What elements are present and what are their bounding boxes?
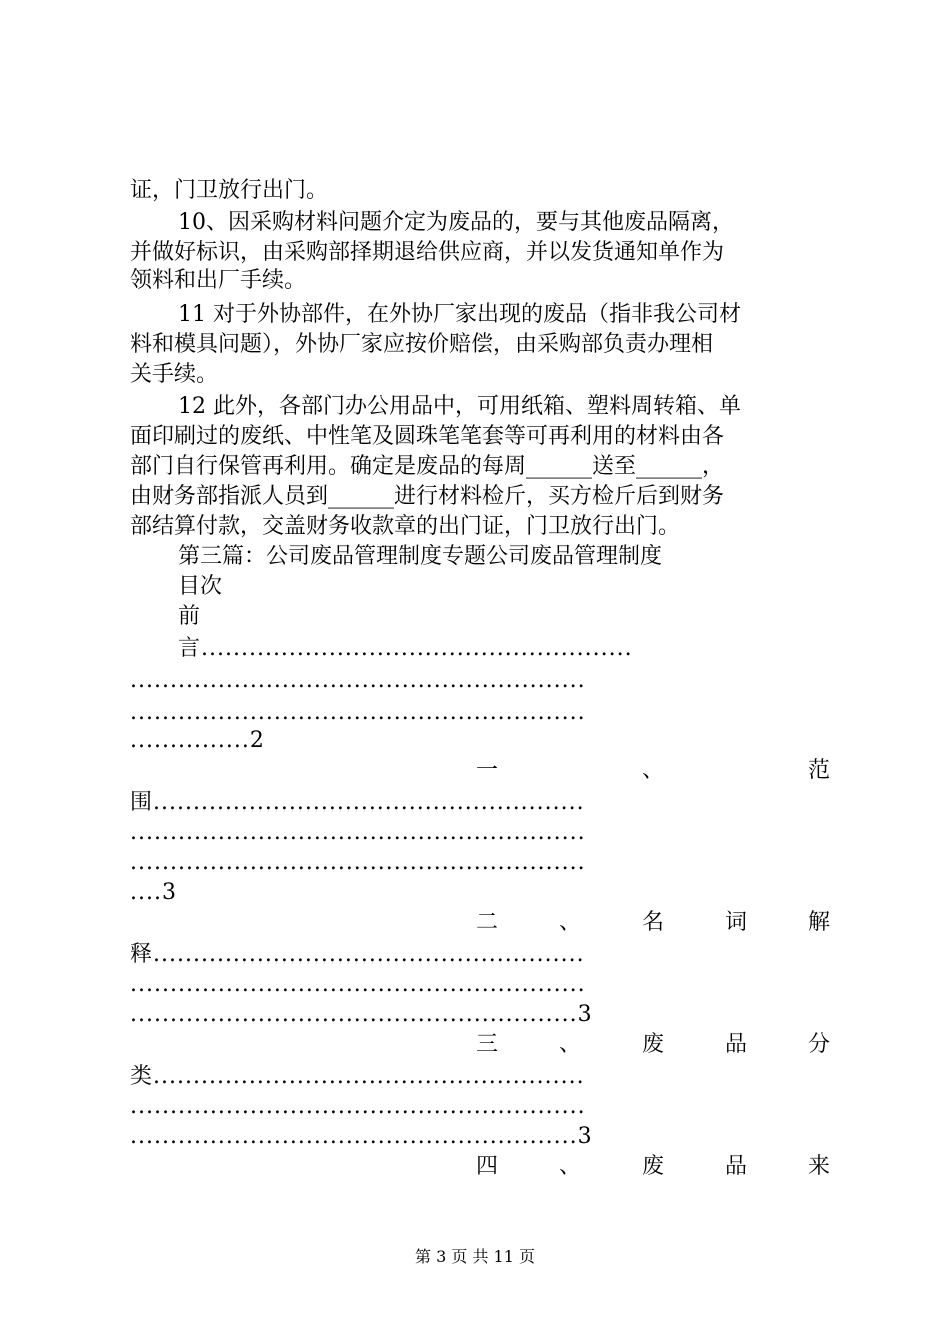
body-line: 部结算付款，交盖财务收款章的出门证，门卫放行出门。 (130, 514, 681, 539)
toc-char: 词 (724, 910, 747, 935)
toc-entry-preface: 言...................................................... (178, 636, 633, 661)
toc-char: 、 (558, 1032, 581, 1057)
body-line: 11 对于外协部件，在外协厂家出现的废品（指非我公司材 (178, 302, 741, 327)
body-line: 面印刷过的废纸、中性笔及圆珠笔笔套等可再利用的材料由各 (130, 424, 725, 449)
body-line: 证，门卫放行出门。 (130, 178, 329, 203)
body-line: 部门自行保管再利用。确定是废品的每周______送至______， (130, 454, 725, 479)
toc-entry-terms-head (476, 908, 830, 938)
toc-entry-terms: 释...................................................... (130, 942, 585, 967)
toc-char: 废 (641, 1154, 664, 1179)
toc-char: 一 (476, 758, 499, 783)
toc-char: 解 (807, 910, 830, 935)
toc-leader-dots: ......................................................... (130, 1094, 586, 1119)
page-footer: 第 3 页 共 11 页 (415, 1247, 535, 1266)
toc-char: 品 (724, 1032, 747, 1057)
toc-char: 范 (807, 758, 830, 783)
body-line: 由财务部指派人员到______进行材料检斤，买方检斤后到财务 (130, 484, 725, 509)
body-line: 12 此外，各部门办公用品中，可用纸箱、塑料周转箱、单 (178, 394, 741, 419)
toc-char: 品 (724, 1154, 747, 1179)
toc-leader-dots: ......................................................... (130, 820, 586, 845)
toc-char: 三 (476, 1032, 499, 1057)
toc-char: 二 (476, 910, 499, 935)
toc-leader-dots: ......................................................... (130, 972, 586, 997)
toc-char: 名 (641, 910, 664, 935)
toc-entry-class-head (476, 1030, 830, 1060)
toc-leader-dots: ......................................................... (130, 700, 586, 725)
body-line: 并做好标识，由采购部择期退给供应商，并以发货通知单作为 (130, 240, 725, 265)
toc-char: 、 (558, 1154, 581, 1179)
toc-page-number: ....3 (130, 880, 177, 905)
toc-entry-source-head (476, 1152, 830, 1182)
toc-char: 四 (476, 1154, 499, 1179)
toc-title: 目次 (178, 574, 223, 599)
body-line: 关手续。 (130, 362, 219, 387)
toc-char: 、 (641, 758, 664, 783)
toc-page-number: ........................................................3 (130, 1002, 593, 1027)
toc-entry-class: 类...................................................... (130, 1064, 585, 1089)
toc-char: 分 (807, 1032, 830, 1057)
toc-entry-scope: 围...................................................... (130, 790, 585, 815)
toc-char: 来 (807, 1154, 830, 1179)
toc-page-number: ........................................................3 (130, 1124, 593, 1149)
body-line: 料和模具问题），外协厂家应按价赔偿，由采购部负责办理相 (130, 332, 714, 357)
toc-char: 、 (558, 910, 581, 935)
toc-leader-dots: ......................................................... (130, 850, 586, 875)
section-heading: 第三篇：公司废品管理制度专题公司废品管理制度 (178, 544, 663, 569)
toc-char: 废 (641, 1032, 664, 1057)
toc-page-number: ...............2 (130, 728, 265, 753)
body-line: 领料和出厂手续。 (130, 268, 307, 293)
toc-leader-dots: ......................................................... (130, 668, 586, 693)
body-line: 10、因采购材料问题介定为废品的，要与其他废品隔离， (178, 210, 734, 235)
toc-preface-head: 前 (178, 604, 201, 629)
toc-entry-scope-head (476, 756, 830, 786)
